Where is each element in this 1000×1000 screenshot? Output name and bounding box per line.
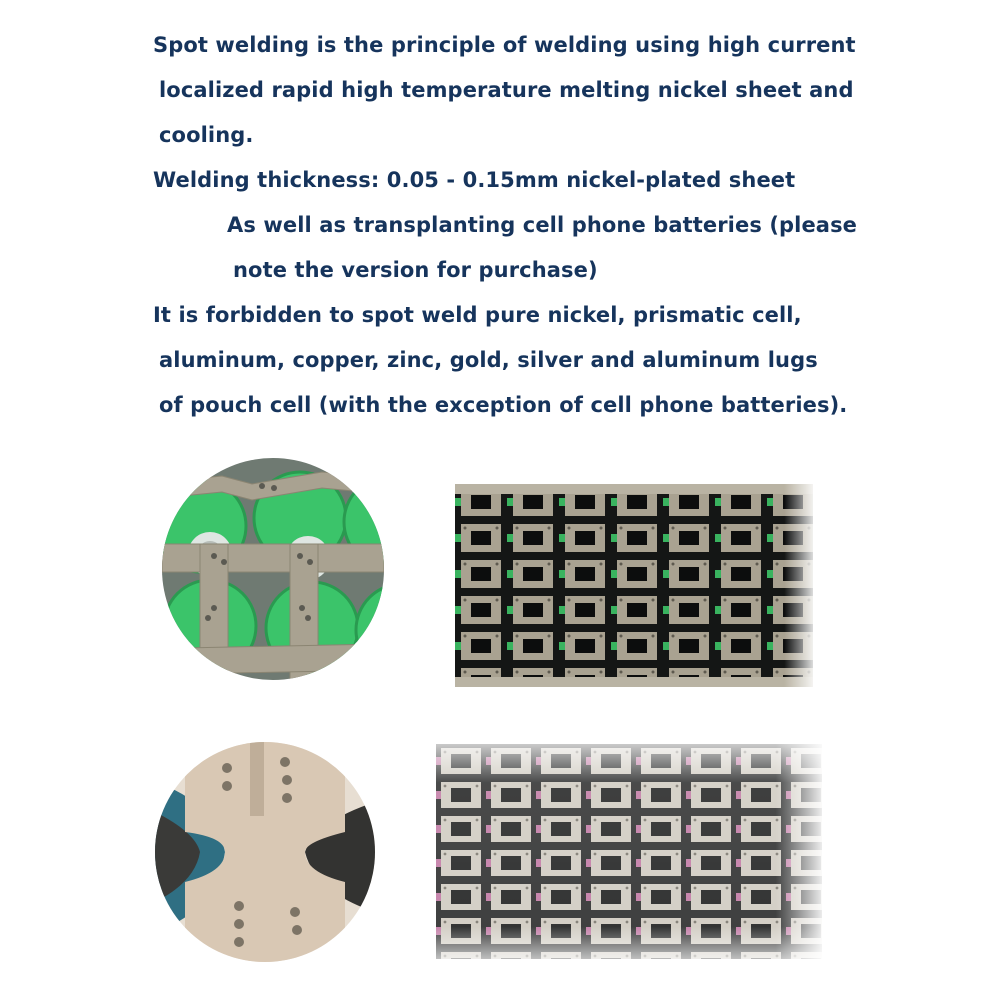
green-cells-closeup-image [162, 458, 384, 680]
description-line: As well as transplanting cell phone batteries (please [227, 213, 858, 237]
spot-weld-closeup-image [155, 742, 375, 962]
battery-pack-grid-faded-image [436, 744, 822, 959]
description-line: Spot welding is the principle of welding using high current [153, 33, 856, 57]
battery-pack-grid-image [455, 484, 813, 687]
description-line: of pouch cell (with the exception of cell phone batteries). [159, 393, 848, 417]
description-line: cooling. [159, 123, 254, 147]
description-line: localized rapid high temperature melting nickel sheet and [159, 78, 854, 102]
description-line: It is forbidden to spot weld pure nickel, prismatic cell, [153, 303, 802, 327]
description-line: note the version for purchase) [233, 258, 598, 282]
description-line: Welding thickness: 0.05 - 0.15mm nickel-plated sheet [153, 168, 796, 192]
description-text [0, 0, 1000, 440]
description-line: aluminum, copper, zinc, gold, silver and aluminum lugs [159, 348, 818, 372]
